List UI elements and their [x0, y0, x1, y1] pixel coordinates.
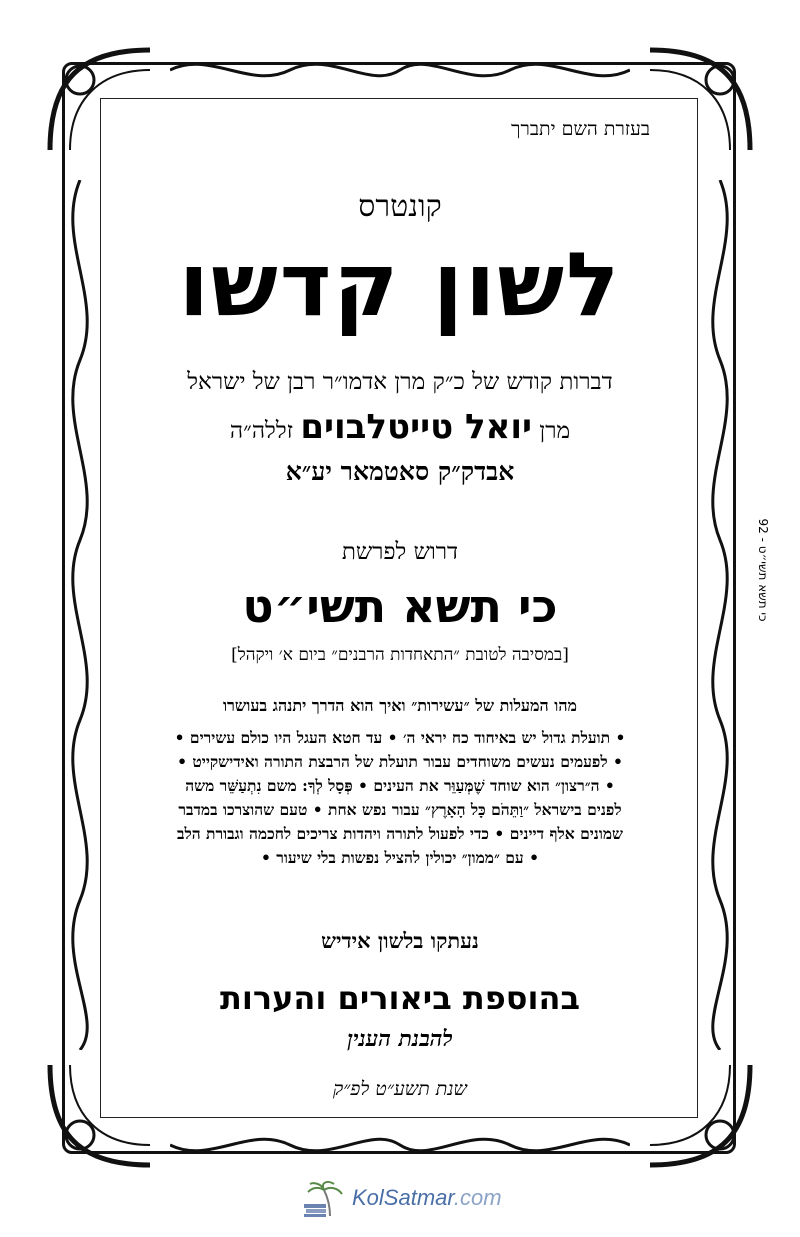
topic-line: • ה״רצון״ הוא שוחד שֶׁמְּעַוֵּר את העינים • פְּסָל לְךָ: משם נִתְעַשֵּׁר משה [185, 776, 615, 796]
topic-line: • לפעמים נעשים משוחדים עבור תועלת של הרבצת התורה ואידישקייט • [177, 752, 623, 772]
publication-year: שנת תשע״ט לפ״ק [332, 1078, 467, 1100]
palm-tree-books-icon [300, 1178, 344, 1218]
occasion-note: [במסיבה לטובת ״התאחדות הרבנים״ ביום א׳ ויקהל] [231, 645, 569, 665]
parsha-title: כי תשא תשי״ט [242, 579, 558, 633]
author-description: דברות קודש של כ״ק מרן אדמו״ר רבן של ישראל [187, 369, 613, 395]
understanding-subtitle: להבנת הענין [347, 1026, 453, 1052]
topics-heading: מהו המעלות של ״עשירות״ ואיך הוא הדרך יתנהג בעושרו [222, 696, 578, 715]
topic-line: לפנים בישראל ״וַתֵּהֹם כָּל הָאָרֶץ״ עבור נפש אחת • טעם שהוצרכו במדבר [178, 800, 622, 820]
logo-name: KolSatmar [352, 1185, 454, 1210]
topics-list [120, 726, 680, 870]
maran-label: מרן [539, 418, 571, 444]
bottom-flourish [170, 1125, 630, 1165]
side-page-note: כי תשא תשי״ט - 92 [756, 518, 770, 622]
author-name: יואל טייטלבוים [300, 407, 533, 447]
author-name-line [120, 406, 680, 449]
translation-note: נעתקו בלשון אידיש [321, 928, 479, 953]
topic-line: • עם ״ממון״ יכולין להציל נפשות בלי שיעור • [260, 848, 539, 868]
kuntres-label: קונטרס [358, 189, 442, 224]
kolsatmar-logo[interactable] [300, 1178, 502, 1218]
top-flourish [170, 50, 630, 90]
title-page [120, 110, 680, 1110]
blessing-header: בעזרת השם יתברך [511, 118, 650, 140]
topic-line: שמונים אלף דיינים • כדי לפעול לתורה ויהדות צריכים לחכמה וגבורת הלב [177, 824, 623, 844]
side-flourish-right [695, 180, 745, 1050]
topic-line: • תועלת גדול יש באיחוד כח יראי ה׳ • עד חטא העגל היו כולם עשירים • [174, 728, 626, 747]
drasha-label: דרוש לפרשת [341, 539, 459, 565]
logo-text [352, 1185, 502, 1211]
side-flourish-left [55, 180, 105, 1050]
additions-title: בהוספת ביאורים והערות [220, 979, 580, 1017]
honorific: זללה״ה [229, 418, 293, 444]
logo-domain: .com [453, 1185, 502, 1210]
author-title: אבדק״ק סאטמאר יע״א [285, 457, 515, 486]
book-title: לשון קדשו [178, 233, 622, 336]
